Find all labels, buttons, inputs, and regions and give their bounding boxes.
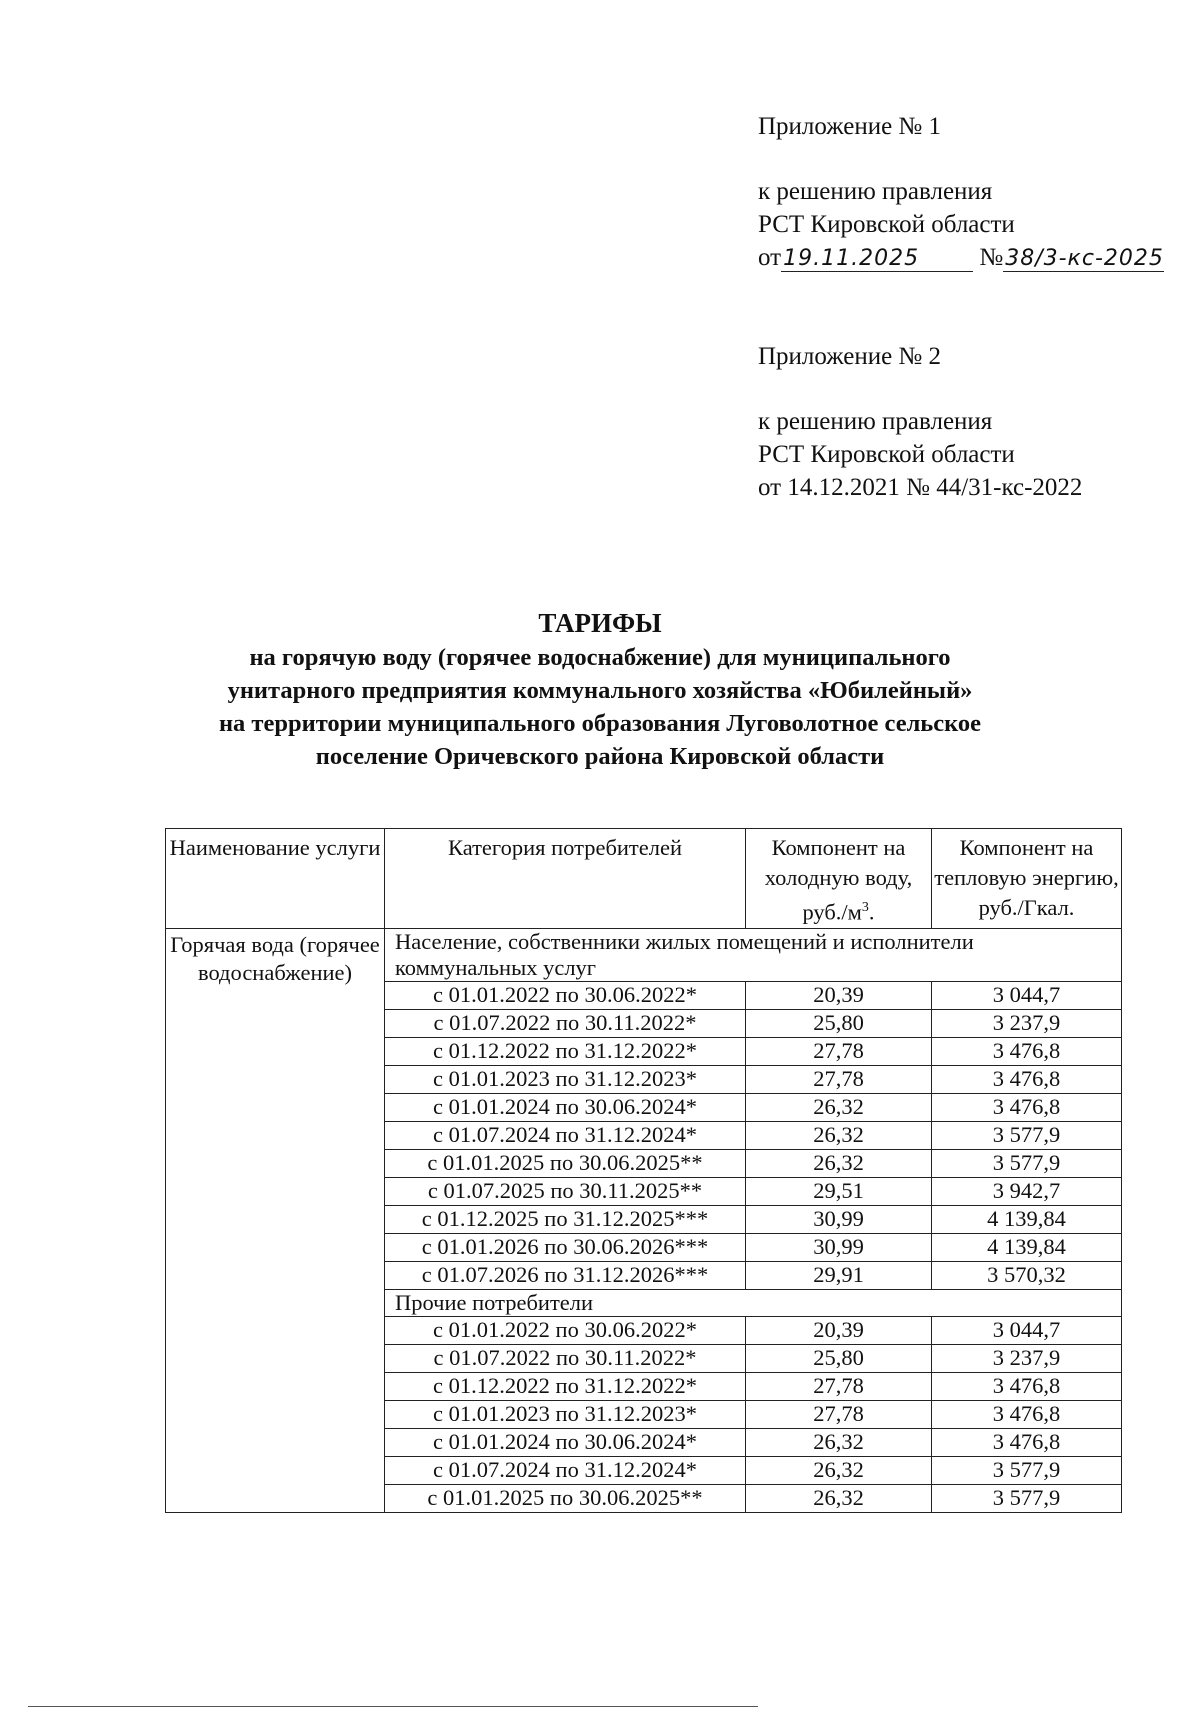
- heat-energy-cell: 3 570,32: [932, 1261, 1122, 1289]
- number-prefix: №: [979, 244, 1004, 271]
- service-name-cell: Горячая вода (горячее водоснабжение): [166, 928, 385, 1512]
- cold-water-cell: 29,51: [746, 1177, 932, 1205]
- period-cell: с 01.07.2025 по 30.11.2025**: [385, 1177, 746, 1205]
- appendix-2-block: [758, 340, 1082, 504]
- cold-water-cell: 26,32: [746, 1149, 932, 1177]
- heat-energy-cell: 3 476,8: [932, 1428, 1122, 1456]
- heat-energy-cell: 3 044,7: [932, 1316, 1122, 1344]
- appendix-2-authority-line: РСТ Кировской области: [758, 441, 1015, 468]
- period-cell: с 01.01.2024 по 30.06.2024*: [385, 1428, 746, 1456]
- cold-water-cell: 26,32: [746, 1121, 932, 1149]
- period-cell: с 01.01.2023 по 31.12.2023*: [385, 1065, 746, 1093]
- cold-water-cell: 26,32: [746, 1428, 932, 1456]
- period-cell: с 01.12.2025 по 31.12.2025***: [385, 1205, 746, 1233]
- header-cold-water: Компонент на холодную воду, $руб./м^3$.: [746, 829, 932, 929]
- cold-water-cell: 26,32: [746, 1484, 932, 1512]
- heat-energy-cell: 3 476,8: [932, 1065, 1122, 1093]
- document-subtitle-line-4: поселение Оричевского района Кировской области: [315, 743, 885, 770]
- document-subtitle-line-2: унитарного предприятия коммунального хозяйства «Юбилейный»: [227, 677, 973, 704]
- heat-energy-cell: 3 237,9: [932, 1009, 1122, 1037]
- header-service: Наименование услуги: [166, 829, 385, 929]
- table-header-row: [166, 829, 1122, 929]
- cold-water-cell: 20,39: [746, 981, 932, 1009]
- appendix-1-title: Приложение № 1: [758, 113, 942, 140]
- cold-water-cell: 29,91: [746, 1261, 932, 1289]
- appendix-1-date-number-line: [758, 241, 1164, 274]
- period-cell: с 01.01.2025 по 30.06.2025**: [385, 1149, 746, 1177]
- cold-water-cell: 27,78: [746, 1037, 932, 1065]
- document-title: ТАРИФЫ: [538, 608, 662, 638]
- handwritten-date: 19.11.2025: [781, 247, 973, 272]
- appendix-1-block: [758, 110, 1164, 274]
- cold-water-cell: 26,32: [746, 1093, 932, 1121]
- heat-energy-cell: 3 476,8: [932, 1400, 1122, 1428]
- cold-water-cell: 27,78: [746, 1372, 932, 1400]
- bottom-rule: [28, 1706, 758, 1707]
- cold-water-cell: 26,32: [746, 1456, 932, 1484]
- heat-energy-cell: 4 139,84: [932, 1233, 1122, 1261]
- cold-water-cell: 25,80: [746, 1009, 932, 1037]
- period-cell: с 01.07.2024 по 31.12.2024*: [385, 1456, 746, 1484]
- tariff-table: [165, 828, 1122, 1513]
- period-cell: с 01.01.2022 по 30.06.2022*: [385, 1316, 746, 1344]
- appendix-1-authority-line: РСТ Кировской области: [758, 211, 1015, 238]
- heat-energy-cell: 3 476,8: [932, 1372, 1122, 1400]
- document-subtitle-line-3: на территории муниципального образования Луговолотное сельское: [218, 710, 982, 737]
- appendix-2-date-number-line: от 14.12.2021 № 44/31-кс-2022: [758, 474, 1083, 501]
- document-subtitle-line-1: на горячую воду (горячее водоснабжение) для муниципального: [249, 644, 951, 671]
- period-cell: с 01.01.2024 по 30.06.2024*: [385, 1093, 746, 1121]
- category-label: Население, собственники жилых помещений и исполнители коммунальных услуг: [385, 928, 1122, 981]
- period-cell: с 01.01.2022 по 30.06.2022*: [385, 981, 746, 1009]
- cold-water-cell: 20,39: [746, 1316, 932, 1344]
- heat-energy-cell: 3 577,9: [932, 1121, 1122, 1149]
- period-cell: с 01.07.2022 по 30.11.2022*: [385, 1009, 746, 1037]
- from-prefix: от: [758, 244, 782, 271]
- appendix-1-decision-line: к решению правления: [758, 178, 993, 205]
- cold-water-cell: 25,80: [746, 1344, 932, 1372]
- period-cell: с 01.07.2026 по 31.12.2026***: [385, 1261, 746, 1289]
- cold-water-cell: 27,78: [746, 1065, 932, 1093]
- period-cell: с 01.01.2023 по 31.12.2023*: [385, 1400, 746, 1428]
- cold-water-cell: 30,99: [746, 1205, 932, 1233]
- period-cell: с 01.01.2026 по 30.06.2026***: [385, 1233, 746, 1261]
- heat-energy-cell: 3 942,7: [932, 1177, 1122, 1205]
- heat-energy-cell: 3 577,9: [932, 1456, 1122, 1484]
- header-category: Категория потребителей: [385, 829, 746, 929]
- table-body: [166, 928, 1122, 1512]
- period-cell: с 01.07.2022 по 30.11.2022*: [385, 1344, 746, 1372]
- heat-energy-cell: 3 476,8: [932, 1037, 1122, 1065]
- cold-water-cell: 27,78: [746, 1400, 932, 1428]
- heat-energy-cell: 3 577,9: [932, 1484, 1122, 1512]
- period-cell: с 01.12.2022 по 31.12.2022*: [385, 1037, 746, 1065]
- period-cell: с 01.01.2025 по 30.06.2025**: [385, 1484, 746, 1512]
- appendix-2-decision-line: к решению правления: [758, 408, 993, 435]
- heat-energy-cell: 3 237,9: [932, 1344, 1122, 1372]
- heat-energy-cell: 3 044,7: [932, 981, 1122, 1009]
- period-cell: с 01.12.2022 по 31.12.2022*: [385, 1372, 746, 1400]
- heat-energy-cell: 3 577,9: [932, 1149, 1122, 1177]
- appendix-2-title: Приложение № 2: [758, 343, 942, 370]
- handwritten-number: 38/3-кс-2025: [1005, 246, 1164, 271]
- period-cell: с 01.07.2024 по 31.12.2024*: [385, 1121, 746, 1149]
- category-label: Прочие потребители: [385, 1289, 1122, 1316]
- header-heat-energy: Компонент на тепловую энергию, руб./Гкал.: [932, 829, 1122, 929]
- document-title-block: [0, 605, 1200, 773]
- category-row: [166, 928, 1122, 981]
- heat-energy-cell: 3 476,8: [932, 1093, 1122, 1121]
- cold-water-cell: 30,99: [746, 1233, 932, 1261]
- heat-energy-cell: 4 139,84: [932, 1205, 1122, 1233]
